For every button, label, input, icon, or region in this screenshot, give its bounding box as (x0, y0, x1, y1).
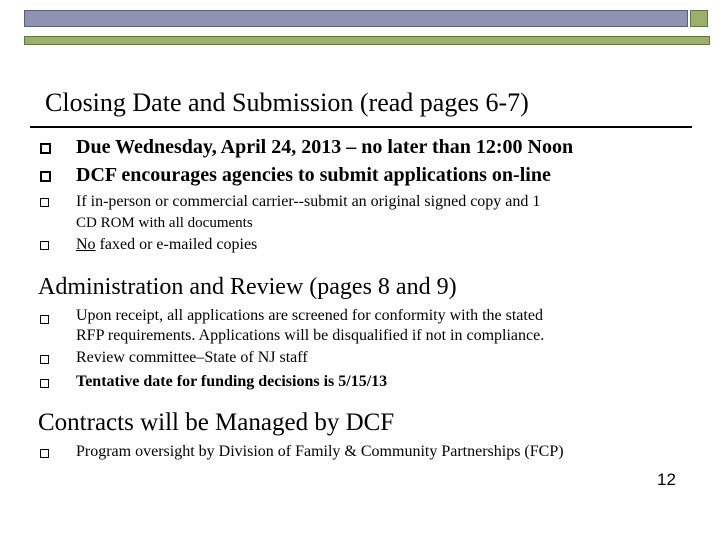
title-rule (30, 126, 692, 128)
list-item: If in-person or commercial carrier--submit an original signed copy and 1 (76, 193, 541, 210)
list-item: Due Wednesday, April 24, 2013 – no later than 12:00 Noon (76, 136, 574, 158)
list-item-text: faxed or e-mailed copies (95, 236, 258, 253)
bullet-square-icon (40, 171, 51, 182)
section-heading: Contracts will be Managed by DCF (38, 409, 395, 436)
page-number: 12 (657, 470, 676, 489)
bullet-square-icon (40, 449, 49, 458)
list-item: Review committee–State of NJ staff (76, 349, 308, 366)
bullet-square-icon (40, 315, 49, 324)
header-bar-green-square (690, 10, 708, 27)
header-bar (24, 10, 710, 38)
bullet-square-icon (40, 379, 49, 388)
list-item: Upon receipt, all applications are screened for conformity with the stated (76, 307, 543, 324)
bullet-square-icon (40, 198, 49, 207)
section-heading: Administration and Review (pages 8 and 9) (38, 274, 457, 300)
header-bar-gray (24, 10, 688, 27)
header-bar-green (24, 36, 710, 45)
list-item: DCF encourages agencies to submit applications on-line (76, 164, 551, 186)
list-item-continuation: RFP requirements. Applications will be disqualified if not in compliance. (76, 327, 545, 344)
bullet-square-icon (40, 241, 49, 250)
underlined-word: No (76, 236, 96, 253)
slide-title: Closing Date and Submission (read pages 6-7) (45, 88, 529, 117)
bullet-square-icon (40, 143, 51, 154)
list-item: Program oversight by Division of Family & Community Partnerships (FCP) (76, 443, 564, 460)
bullet-square-icon (40, 355, 49, 364)
list-item: Tentative date for funding decisions is 5/15/13 (76, 373, 388, 390)
list-item (76, 236, 257, 254)
list-item-continuation: CD ROM with all documents (76, 215, 253, 231)
